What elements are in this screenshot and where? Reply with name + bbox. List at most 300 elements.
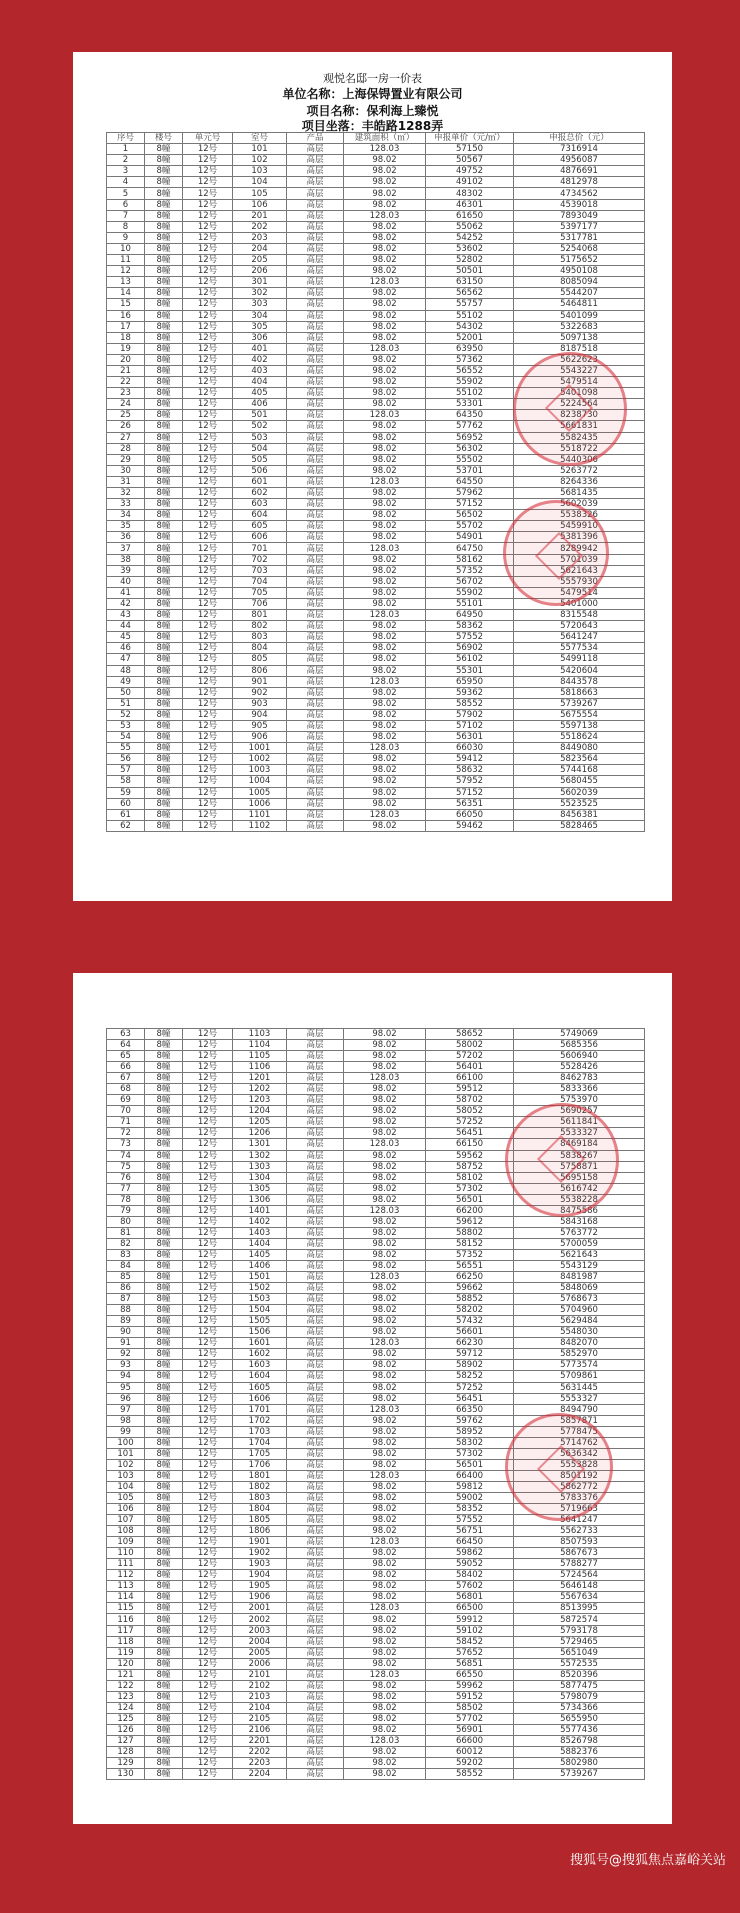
table-cell: 56501 bbox=[426, 1459, 514, 1470]
table-cell: 98.02 bbox=[344, 787, 426, 798]
table-cell: 126 bbox=[107, 1724, 145, 1735]
table-cell: 98.02 bbox=[344, 1294, 426, 1305]
table-cell: 5724564 bbox=[514, 1570, 645, 1581]
table-cell: 8幢 bbox=[145, 1051, 183, 1062]
table-row bbox=[107, 1260, 645, 1271]
table-cell: 8幢 bbox=[145, 144, 183, 155]
table-cell: 高层 bbox=[287, 1559, 344, 1570]
column-header: 单元号 bbox=[183, 133, 233, 144]
table-cell: 8幢 bbox=[145, 1758, 183, 1769]
table-cell: 130 bbox=[107, 1769, 145, 1780]
table-cell: 5818663 bbox=[514, 687, 645, 698]
table-cell: 8幢 bbox=[145, 1515, 183, 1526]
table-cell: 5690257 bbox=[514, 1106, 645, 1117]
table-cell: 8幢 bbox=[145, 765, 183, 776]
table-cell: 5621643 bbox=[514, 1249, 645, 1260]
table-cell: 4539018 bbox=[514, 199, 645, 210]
table-cell: 98.02 bbox=[344, 1040, 426, 1051]
table-cell: 57552 bbox=[426, 1515, 514, 1526]
table-cell: 98.02 bbox=[344, 709, 426, 720]
table-cell: 98.02 bbox=[344, 443, 426, 454]
table-row bbox=[107, 765, 645, 776]
table-row bbox=[107, 1724, 645, 1735]
table-cell: 8幢 bbox=[145, 255, 183, 266]
table-cell: 高层 bbox=[287, 587, 344, 598]
table-row bbox=[107, 488, 645, 499]
table-cell: 301 bbox=[233, 277, 287, 288]
table-cell: 98.02 bbox=[344, 1614, 426, 1625]
table-cell: 128.03 bbox=[344, 476, 426, 487]
table-cell: 1704 bbox=[233, 1437, 287, 1448]
table-cell: 12号 bbox=[183, 1040, 233, 1051]
table-cell: 高层 bbox=[287, 543, 344, 554]
table-row bbox=[107, 632, 645, 643]
table-cell: 23 bbox=[107, 388, 145, 399]
table-cell: 66550 bbox=[426, 1669, 514, 1680]
table-cell: 1403 bbox=[233, 1227, 287, 1238]
table-cell: 903 bbox=[233, 698, 287, 709]
table-cell: 86 bbox=[107, 1283, 145, 1294]
table-cell: 56502 bbox=[426, 510, 514, 521]
table-cell: 14 bbox=[107, 288, 145, 299]
table-cell: 5753970 bbox=[514, 1095, 645, 1106]
table-row bbox=[107, 1669, 645, 1680]
table-cell: 8幢 bbox=[145, 532, 183, 543]
table-cell: 12号 bbox=[183, 1272, 233, 1283]
table-cell: 1202 bbox=[233, 1084, 287, 1095]
table-cell: 117 bbox=[107, 1625, 145, 1636]
table-cell: 98.02 bbox=[344, 421, 426, 432]
table-cell: 106 bbox=[233, 199, 287, 210]
table-cell: 84 bbox=[107, 1260, 145, 1271]
table-cell: 12号 bbox=[183, 1360, 233, 1371]
table-cell: 98.02 bbox=[344, 232, 426, 243]
table-cell: 高层 bbox=[287, 1581, 344, 1592]
table-cell: 56702 bbox=[426, 576, 514, 587]
table-cell: 501 bbox=[233, 410, 287, 421]
table-cell: 1806 bbox=[233, 1526, 287, 1537]
table-cell: 206 bbox=[233, 266, 287, 277]
table-cell: 8幢 bbox=[145, 587, 183, 598]
table-cell: 5479514 bbox=[514, 377, 645, 388]
table-cell: 98.02 bbox=[344, 1481, 426, 1492]
table-cell: 128.03 bbox=[344, 1404, 426, 1415]
table-cell: 8幢 bbox=[145, 1238, 183, 1249]
table-cell: 66400 bbox=[426, 1470, 514, 1481]
table-cell: 64750 bbox=[426, 543, 514, 554]
table-cell: 72 bbox=[107, 1128, 145, 1139]
table-cell: 8幢 bbox=[145, 1360, 183, 1371]
table-row bbox=[107, 288, 645, 299]
table-cell: 高层 bbox=[287, 388, 344, 399]
table-cell: 56851 bbox=[426, 1658, 514, 1669]
table-cell: 高层 bbox=[287, 432, 344, 443]
table-cell: 1606 bbox=[233, 1393, 287, 1404]
table-cell: 12号 bbox=[183, 1117, 233, 1128]
table-row bbox=[107, 221, 645, 232]
table-cell: 5582435 bbox=[514, 432, 645, 443]
table-cell: 118 bbox=[107, 1636, 145, 1647]
table-cell: 8085094 bbox=[514, 277, 645, 288]
table-cell: 高层 bbox=[287, 1249, 344, 1260]
table-cell: 5401000 bbox=[514, 598, 645, 609]
table-cell: 8315548 bbox=[514, 610, 645, 621]
table-cell: 98.02 bbox=[344, 1415, 426, 1426]
table-cell: 12号 bbox=[183, 499, 233, 510]
table-cell: 50501 bbox=[426, 266, 514, 277]
table-cell: 8幢 bbox=[145, 1183, 183, 1194]
table-cell: 5763772 bbox=[514, 1227, 645, 1238]
table-cell: 104 bbox=[233, 177, 287, 188]
table-cell: 8482070 bbox=[514, 1338, 645, 1349]
table-cell: 37 bbox=[107, 543, 145, 554]
table-cell: 303 bbox=[233, 299, 287, 310]
table-cell: 55757 bbox=[426, 299, 514, 310]
table-cell: 高层 bbox=[287, 809, 344, 820]
table-cell: 105 bbox=[107, 1492, 145, 1503]
table-cell: 57702 bbox=[426, 1713, 514, 1724]
table-cell: 98.02 bbox=[344, 1128, 426, 1139]
table-cell: 128 bbox=[107, 1747, 145, 1758]
price-table-1 bbox=[106, 132, 645, 832]
table-cell: 8幢 bbox=[145, 377, 183, 388]
table-cell: 5577436 bbox=[514, 1724, 645, 1735]
table-cell: 61 bbox=[107, 809, 145, 820]
table-cell: 1501 bbox=[233, 1272, 287, 1283]
table-cell: 98.02 bbox=[344, 1117, 426, 1128]
table-cell: 高层 bbox=[287, 177, 344, 188]
table-cell: 高层 bbox=[287, 421, 344, 432]
table-cell: 8幢 bbox=[145, 654, 183, 665]
table-cell: 55 bbox=[107, 743, 145, 754]
table-cell: 高层 bbox=[287, 310, 344, 321]
table-cell: 59102 bbox=[426, 1625, 514, 1636]
table-cell: 57152 bbox=[426, 499, 514, 510]
table-row bbox=[107, 166, 645, 177]
table-cell: 8幢 bbox=[145, 188, 183, 199]
table-cell: 5538326 bbox=[514, 510, 645, 521]
table-cell: 75 bbox=[107, 1161, 145, 1172]
table-cell: 26 bbox=[107, 421, 145, 432]
table-cell: 8幢 bbox=[145, 565, 183, 576]
table-cell: 8幢 bbox=[145, 1736, 183, 1747]
table-cell: 59962 bbox=[426, 1680, 514, 1691]
table-cell: 高层 bbox=[287, 365, 344, 376]
table-row bbox=[107, 1680, 645, 1691]
table-cell: 98.02 bbox=[344, 1548, 426, 1559]
table-cell: 505 bbox=[233, 454, 287, 465]
table-cell: 1701 bbox=[233, 1404, 287, 1415]
table-cell: 204 bbox=[233, 243, 287, 254]
table-cell: 8幢 bbox=[145, 1625, 183, 1636]
table-cell: 5838267 bbox=[514, 1150, 645, 1161]
table-cell: 12号 bbox=[183, 554, 233, 565]
table-cell: 1306 bbox=[233, 1194, 287, 1205]
table-cell: 82 bbox=[107, 1238, 145, 1249]
table-cell: 高层 bbox=[287, 1437, 344, 1448]
table-cell: 高层 bbox=[287, 1139, 344, 1150]
table-cell: 402 bbox=[233, 354, 287, 365]
company-name: 单位名称：上海保锝置业有限公司 bbox=[282, 87, 463, 101]
table-cell: 1305 bbox=[233, 1183, 287, 1194]
table-cell: 17 bbox=[107, 321, 145, 332]
table-cell: 高层 bbox=[287, 743, 344, 754]
red-seal-stamp bbox=[503, 500, 609, 606]
table-cell: 8幢 bbox=[145, 454, 183, 465]
table-cell: 8幢 bbox=[145, 1260, 183, 1271]
table-row bbox=[107, 798, 645, 809]
table-cell: 高层 bbox=[287, 1736, 344, 1747]
table-cell: 58202 bbox=[426, 1305, 514, 1316]
table-cell: 98.02 bbox=[344, 576, 426, 587]
table-cell: 59152 bbox=[426, 1691, 514, 1702]
table-cell: 4876691 bbox=[514, 166, 645, 177]
table-cell: 1103 bbox=[233, 1029, 287, 1040]
table-cell: 8幢 bbox=[145, 665, 183, 676]
table-cell: 12号 bbox=[183, 1437, 233, 1448]
table-cell: 高层 bbox=[287, 1747, 344, 1758]
table-cell: 5701039 bbox=[514, 554, 645, 565]
table-cell: 63150 bbox=[426, 277, 514, 288]
table-cell: 12号 bbox=[183, 1073, 233, 1084]
table-cell: 57 bbox=[107, 765, 145, 776]
table-cell: 57352 bbox=[426, 1249, 514, 1260]
table-cell: 高层 bbox=[287, 1172, 344, 1183]
table-cell: 98.02 bbox=[344, 354, 426, 365]
table-cell: 高层 bbox=[287, 1117, 344, 1128]
table-row bbox=[107, 1758, 645, 1769]
table-cell: 高层 bbox=[287, 798, 344, 809]
table-cell: 高层 bbox=[287, 1260, 344, 1271]
table-cell: 31 bbox=[107, 476, 145, 487]
table-row bbox=[107, 754, 645, 765]
table-row bbox=[107, 1040, 645, 1051]
table-cell: 128.03 bbox=[344, 610, 426, 621]
table-cell: 57302 bbox=[426, 1448, 514, 1459]
table-cell: 3 bbox=[107, 166, 145, 177]
table-cell: 128.03 bbox=[344, 210, 426, 221]
table-cell: 1401 bbox=[233, 1205, 287, 1216]
table-cell: 8幢 bbox=[145, 1603, 183, 1614]
table-cell: 1 bbox=[107, 144, 145, 155]
table-cell: 128.03 bbox=[344, 144, 426, 155]
table-cell: 1602 bbox=[233, 1349, 287, 1360]
table-cell: 12号 bbox=[183, 1614, 233, 1625]
table-cell: 12号 bbox=[183, 1260, 233, 1271]
column-header: 申报单价（元/㎡） bbox=[426, 133, 514, 144]
table-row bbox=[107, 1658, 645, 1669]
table-cell: 高层 bbox=[287, 1636, 344, 1647]
table-cell: 5793178 bbox=[514, 1625, 645, 1636]
table-cell: 8幢 bbox=[145, 798, 183, 809]
table-row bbox=[107, 1747, 645, 1758]
table-cell: 128.03 bbox=[344, 1338, 426, 1349]
table-cell: 58702 bbox=[426, 1095, 514, 1106]
table-cell: 12号 bbox=[183, 1393, 233, 1404]
table-cell: 8幢 bbox=[145, 732, 183, 743]
table-cell: 1604 bbox=[233, 1371, 287, 1382]
table-cell: 66600 bbox=[426, 1736, 514, 1747]
table-cell: 98.02 bbox=[344, 1029, 426, 1040]
table-cell: 8幢 bbox=[145, 1117, 183, 1128]
table-cell: 58052 bbox=[426, 1106, 514, 1117]
table-cell: 12号 bbox=[183, 1327, 233, 1338]
table-cell: 8幢 bbox=[145, 332, 183, 343]
table-cell: 1205 bbox=[233, 1117, 287, 1128]
table-cell: 12号 bbox=[183, 1051, 233, 1062]
table-cell: 高层 bbox=[287, 787, 344, 798]
table-cell: 5543129 bbox=[514, 1260, 645, 1271]
table-cell: 1605 bbox=[233, 1382, 287, 1393]
table-cell: 128.03 bbox=[344, 410, 426, 421]
table-cell: 5739267 bbox=[514, 698, 645, 709]
table-cell: 12号 bbox=[183, 1095, 233, 1106]
table-cell: 601 bbox=[233, 476, 287, 487]
table-cell: 12号 bbox=[183, 1459, 233, 1470]
table-cell: 高层 bbox=[287, 1294, 344, 1305]
table-cell: 98.02 bbox=[344, 1581, 426, 1592]
table-cell: 12号 bbox=[183, 1470, 233, 1481]
table-cell: 5862772 bbox=[514, 1481, 645, 1492]
table-cell: 12号 bbox=[183, 310, 233, 321]
table-row bbox=[107, 1603, 645, 1614]
table-cell: 5538228 bbox=[514, 1194, 645, 1205]
table-cell: 123 bbox=[107, 1691, 145, 1702]
table-row bbox=[107, 476, 645, 487]
table-cell: 46 bbox=[107, 643, 145, 654]
table-cell: 58162 bbox=[426, 554, 514, 565]
table-cell: 高层 bbox=[287, 1238, 344, 1249]
table-cell: 高层 bbox=[287, 1128, 344, 1139]
table-cell: 36 bbox=[107, 532, 145, 543]
table-row bbox=[107, 1382, 645, 1393]
table-cell: 高层 bbox=[287, 1150, 344, 1161]
table-cell: 8幢 bbox=[145, 321, 183, 332]
table-cell: 35 bbox=[107, 521, 145, 532]
table-cell: 73 bbox=[107, 1139, 145, 1150]
table-cell: 8幢 bbox=[145, 310, 183, 321]
table-cell: 57302 bbox=[426, 1183, 514, 1194]
table-cell: 高层 bbox=[287, 1724, 344, 1735]
table-cell: 45 bbox=[107, 632, 145, 643]
table-cell: 12号 bbox=[183, 1713, 233, 1724]
table-cell: 98.02 bbox=[344, 1636, 426, 1647]
table-cell: 98.02 bbox=[344, 1448, 426, 1459]
table-row bbox=[107, 1393, 645, 1404]
table-cell: 12号 bbox=[183, 1658, 233, 1669]
table-cell: 12号 bbox=[183, 1227, 233, 1238]
table-cell: 8幢 bbox=[145, 1581, 183, 1592]
table-cell: 8幢 bbox=[145, 1426, 183, 1437]
table-cell: 12号 bbox=[183, 1426, 233, 1437]
table-cell: 58502 bbox=[426, 1702, 514, 1713]
table-cell: 8幢 bbox=[145, 1470, 183, 1481]
table-cell: 5641247 bbox=[514, 1515, 645, 1526]
table-cell: 305 bbox=[233, 321, 287, 332]
table-cell: 12号 bbox=[183, 1139, 233, 1150]
table-cell: 8幢 bbox=[145, 343, 183, 354]
table-cell: 8幢 bbox=[145, 621, 183, 632]
table-cell: 119 bbox=[107, 1647, 145, 1658]
table-cell: 41 bbox=[107, 587, 145, 598]
table-cell: 98.02 bbox=[344, 1172, 426, 1183]
table-cell: 高层 bbox=[287, 698, 344, 709]
table-cell: 高层 bbox=[287, 1570, 344, 1581]
table-row bbox=[107, 1294, 645, 1305]
table-cell: 12号 bbox=[183, 1404, 233, 1415]
table-cell: 405 bbox=[233, 388, 287, 399]
table-cell: 高层 bbox=[287, 1504, 344, 1515]
table-cell: 98.02 bbox=[344, 754, 426, 765]
table-cell: 43 bbox=[107, 610, 145, 621]
table-cell: 8幢 bbox=[145, 1194, 183, 1205]
table-cell: 高层 bbox=[287, 321, 344, 332]
table-cell: 8幢 bbox=[145, 1393, 183, 1404]
table-cell: 高层 bbox=[287, 1669, 344, 1680]
table-cell: 98.02 bbox=[344, 1316, 426, 1327]
table-cell: 58402 bbox=[426, 1570, 514, 1581]
table-cell: 56751 bbox=[426, 1526, 514, 1537]
table-cell: 1201 bbox=[233, 1073, 287, 1084]
table-cell: 4956087 bbox=[514, 155, 645, 166]
table-cell: 52802 bbox=[426, 255, 514, 266]
table-cell: 53 bbox=[107, 720, 145, 731]
table-cell: 8幢 bbox=[145, 1073, 183, 1084]
table-cell: 5499118 bbox=[514, 654, 645, 665]
table-cell: 1106 bbox=[233, 1062, 287, 1073]
table-cell: 805 bbox=[233, 654, 287, 665]
table-cell: 504 bbox=[233, 443, 287, 454]
table-cell: 702 bbox=[233, 554, 287, 565]
table-cell: 5641247 bbox=[514, 632, 645, 643]
table-cell: 21 bbox=[107, 365, 145, 376]
table-cell: 12号 bbox=[183, 1702, 233, 1713]
red-seal-stamp bbox=[513, 352, 627, 466]
table-cell: 8501192 bbox=[514, 1470, 645, 1481]
table-cell: 5636342 bbox=[514, 1448, 645, 1459]
table-cell: 18 bbox=[107, 332, 145, 343]
table-cell: 高层 bbox=[287, 1338, 344, 1349]
table-cell: 5720643 bbox=[514, 621, 645, 632]
table-cell: 8幢 bbox=[145, 776, 183, 787]
table-row bbox=[107, 155, 645, 166]
table-cell: 12号 bbox=[183, 1769, 233, 1780]
table-row bbox=[107, 1338, 645, 1349]
table-cell: 高层 bbox=[287, 1658, 344, 1669]
table-cell: 58102 bbox=[426, 1172, 514, 1183]
table-cell: 128.03 bbox=[344, 1205, 426, 1216]
table-cell: 98.02 bbox=[344, 1702, 426, 1713]
table-cell: 8幢 bbox=[145, 1139, 183, 1150]
table-cell: 5739267 bbox=[514, 1769, 645, 1780]
table-cell: 12号 bbox=[183, 1526, 233, 1537]
table-cell: 98.02 bbox=[344, 388, 426, 399]
table-cell: 98.02 bbox=[344, 166, 426, 177]
table-cell: 98.02 bbox=[344, 255, 426, 266]
table-cell: 5783376 bbox=[514, 1492, 645, 1503]
table-cell: 201 bbox=[233, 210, 287, 221]
table-cell: 98.02 bbox=[344, 188, 426, 199]
table-cell: 1206 bbox=[233, 1128, 287, 1139]
table-cell: 8幢 bbox=[145, 488, 183, 499]
table-cell: 8幢 bbox=[145, 1702, 183, 1713]
table-cell: 5661831 bbox=[514, 421, 645, 432]
table-cell: 58452 bbox=[426, 1636, 514, 1647]
table-cell: 55902 bbox=[426, 377, 514, 388]
table-cell: 高层 bbox=[287, 1459, 344, 1470]
table-cell: 8幢 bbox=[145, 1614, 183, 1625]
table-cell: 2106 bbox=[233, 1724, 287, 1735]
